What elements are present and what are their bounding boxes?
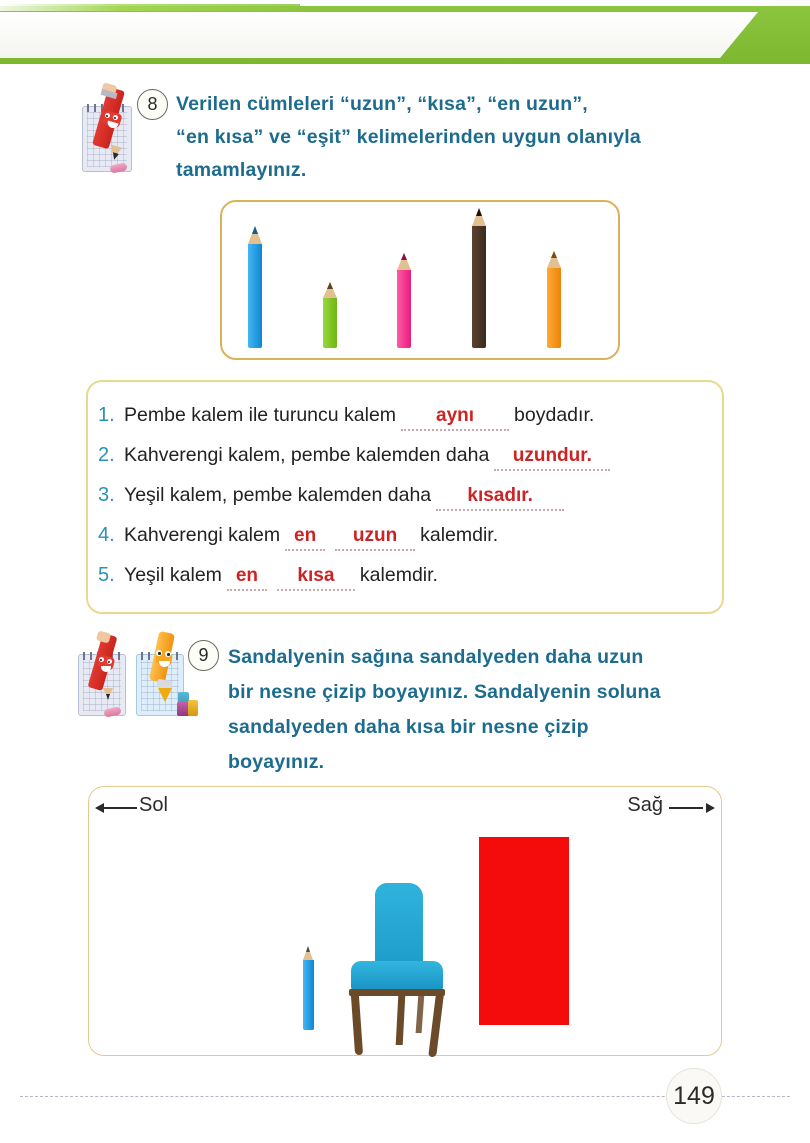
sentence-index: 5. — [98, 564, 115, 586]
page-header-banner — [0, 0, 810, 68]
answer-blank[interactable]: kısadır. — [436, 483, 564, 511]
question-8-line-2: “en kısa” ve “eşit” kelimelerinden uygun olanıyla — [176, 126, 641, 148]
answer-blank[interactable]: uzundur. — [494, 443, 610, 471]
question-9-number: 9 — [188, 640, 219, 671]
banner-white-shape — [0, 12, 758, 58]
right-arrow-line — [669, 807, 703, 809]
question-8-heading — [176, 88, 736, 187]
answer-blank[interactable]: en — [227, 563, 267, 591]
drawing-area-box[interactable] — [88, 786, 722, 1056]
brown-pencil — [472, 208, 486, 348]
question-9-line-2: bir nesne çizip boyayınız. Sandalyenin soluna — [228, 681, 661, 703]
sentence-index: 1. — [98, 404, 115, 426]
red-pencil-notepad-icon — [82, 86, 138, 174]
short-blue-pencil-drawing — [303, 945, 314, 1030]
answer-blank[interactable]: aynı — [401, 403, 509, 431]
pencil-comparison-box — [220, 200, 620, 360]
sentence-row-2 — [98, 440, 718, 471]
sentence-row-4 — [98, 520, 718, 551]
blue-pencil — [248, 226, 262, 348]
sentence-text-after: kalemdir. — [359, 564, 438, 586]
sentence-row-3 — [98, 480, 718, 511]
sentence-text-before: Yeşil kalem — [124, 564, 222, 586]
question-8-line-3: tamamlayınız. — [176, 159, 307, 181]
question-8-number: 8 — [137, 89, 168, 120]
sentence-text-after: boydadır. — [514, 404, 595, 426]
sentence-row-5 — [98, 560, 718, 591]
sentence-row-1 — [98, 400, 718, 431]
question-9-heading — [228, 640, 748, 780]
right-arrow-head-icon — [706, 803, 715, 813]
sentence-text-before: Yeşil kalem, pembe kalemden daha — [124, 484, 432, 506]
sentence-text-before: Kahverengi kalem, pembe kalemden daha — [124, 444, 490, 466]
tall-red-rectangle-drawing — [479, 837, 569, 1025]
direction-label-right: Sağ — [627, 794, 663, 816]
direction-label-left: Sol — [139, 794, 168, 816]
question-8-line-1: Verilen cümleleri “uzun”, “kısa”, “en uzun”, — [176, 93, 588, 115]
sentence-index: 4. — [98, 524, 115, 546]
answer-blank[interactable]: en — [285, 523, 325, 551]
chair-illustration — [347, 883, 453, 1033]
question-9-line-1: Sandalyenin sağına sandalyeden daha uzun — [228, 646, 644, 668]
question-9-line-4: boyayınız. — [228, 751, 325, 773]
left-arrow-line — [103, 807, 137, 809]
answer-blank-2[interactable]: uzun — [335, 523, 415, 551]
red-pencil-notepad-icon — [78, 632, 130, 718]
green-pencil — [323, 282, 337, 348]
sentence-text-after: kalemdir. — [420, 524, 499, 546]
sentence-index: 2. — [98, 444, 115, 466]
sentence-text-before: Kahverengi kalem — [124, 524, 281, 546]
orange-brush-notepad-icon — [136, 630, 194, 722]
sentence-text-before: Pembe kalem ile turuncu kalem — [124, 404, 397, 426]
sentence-index: 3. — [98, 484, 115, 506]
page-number: 149 — [666, 1068, 722, 1124]
sentence-list — [98, 400, 718, 600]
orange-pencil — [547, 251, 561, 348]
answer-blank-2[interactable]: kısa — [277, 563, 355, 591]
pink-pencil — [397, 253, 411, 348]
question-9-line-3: sandalyeden daha kısa bir nesne çizip — [228, 716, 589, 738]
banner-gloss-highlight — [0, 4, 300, 11]
